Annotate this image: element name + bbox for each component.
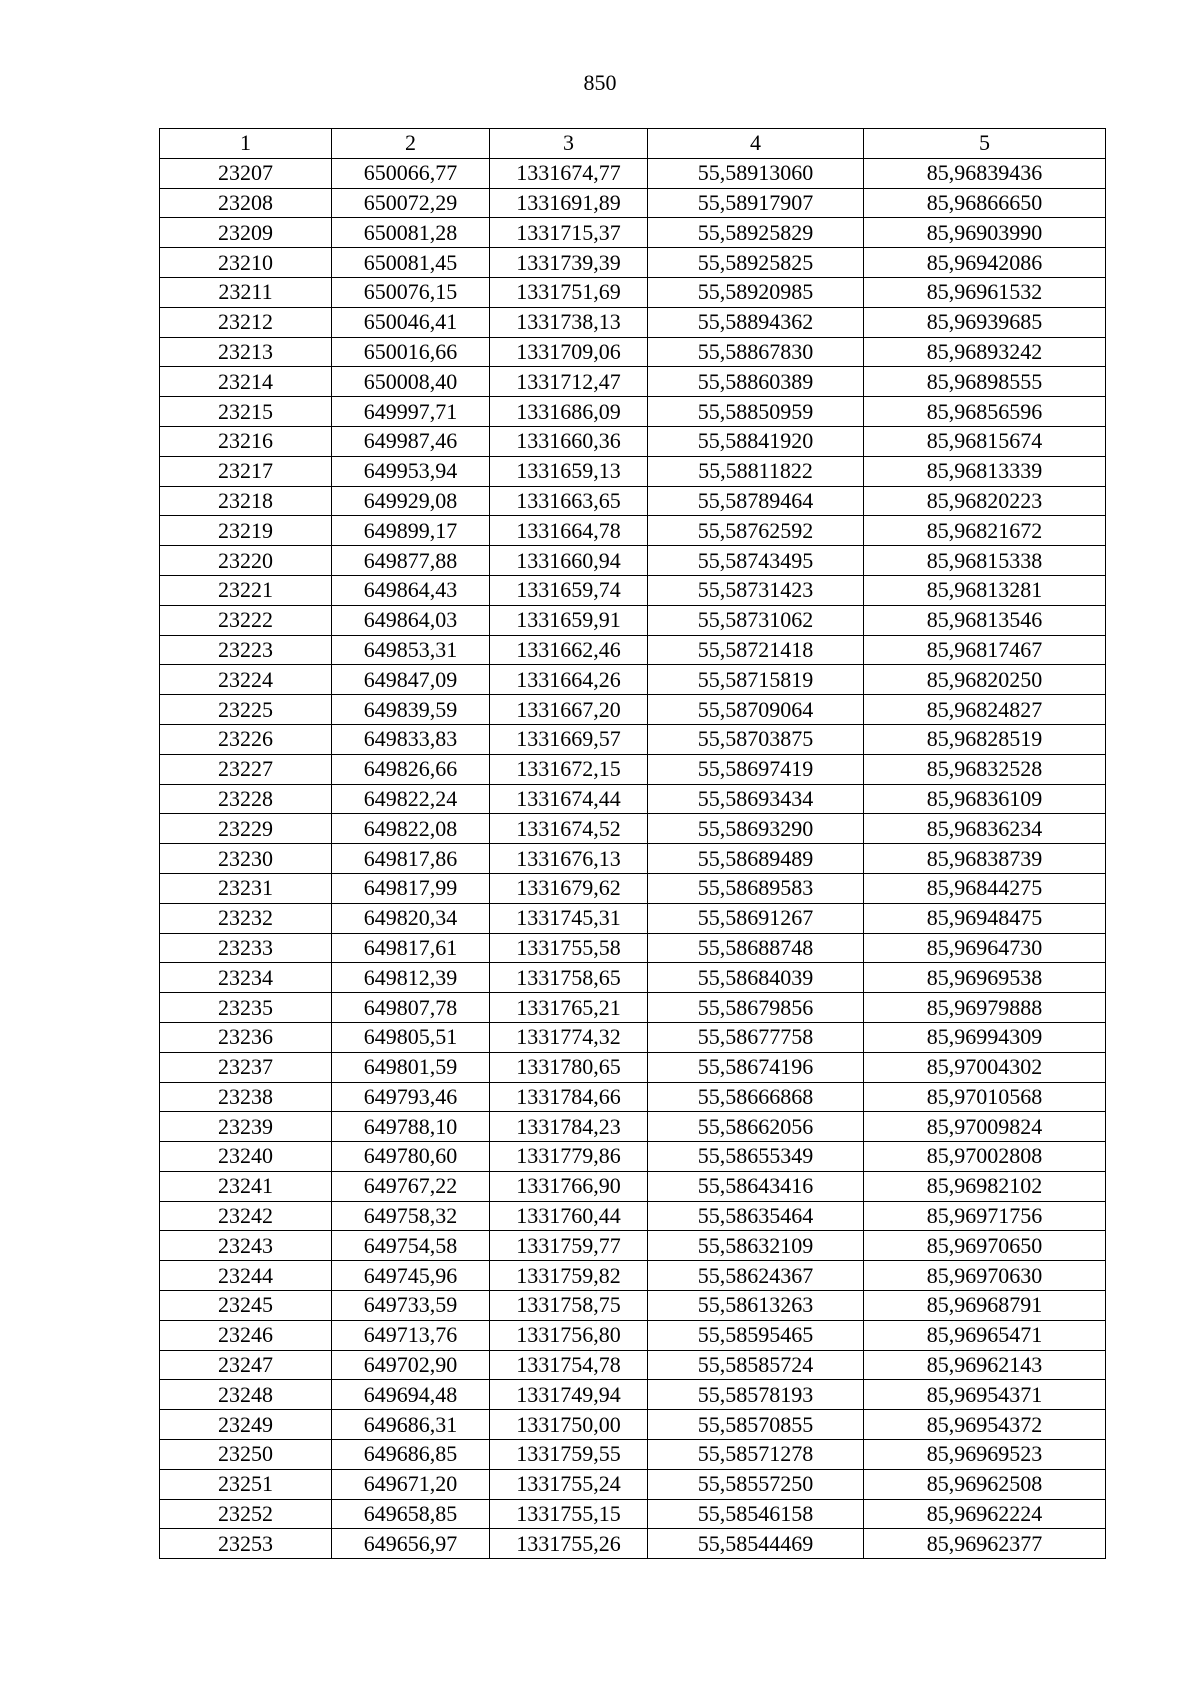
cell-point-number: 23224 <box>160 665 332 695</box>
cell-point-number: 23235 <box>160 993 332 1023</box>
cell-longitude: 85,96866650 <box>864 188 1106 218</box>
cell-x-coordinate: 649822,08 <box>332 814 490 844</box>
cell-y-coordinate: 1331686,09 <box>490 397 648 427</box>
cell-x-coordinate: 649877,88 <box>332 546 490 576</box>
cell-longitude: 85,96836109 <box>864 784 1106 814</box>
cell-latitude: 55,58841920 <box>648 426 864 456</box>
cell-x-coordinate: 649929,08 <box>332 486 490 516</box>
cell-longitude: 85,96828519 <box>864 724 1106 754</box>
cell-longitude: 85,96962143 <box>864 1350 1106 1380</box>
table-header <box>160 129 1106 159</box>
cell-point-number: 23218 <box>160 486 332 516</box>
cell-y-coordinate: 1331659,74 <box>490 575 648 605</box>
cell-y-coordinate: 1331750,00 <box>490 1410 648 1440</box>
table-row <box>160 873 1106 903</box>
cell-latitude: 55,58913060 <box>648 158 864 188</box>
cell-y-coordinate: 1331751,69 <box>490 277 648 307</box>
table-row <box>160 963 1106 993</box>
cell-x-coordinate: 650066,77 <box>332 158 490 188</box>
cell-y-coordinate: 1331674,52 <box>490 814 648 844</box>
cell-y-coordinate: 1331667,20 <box>490 695 648 725</box>
table-row <box>160 1499 1106 1529</box>
cell-x-coordinate: 649864,43 <box>332 575 490 605</box>
cell-latitude: 55,58578193 <box>648 1380 864 1410</box>
cell-y-coordinate: 1331674,44 <box>490 784 648 814</box>
cell-y-coordinate: 1331758,75 <box>490 1291 648 1321</box>
cell-point-number: 23213 <box>160 337 332 367</box>
column-header-3: 3 <box>490 129 648 159</box>
table-row <box>160 724 1106 754</box>
cell-latitude: 55,58688748 <box>648 933 864 963</box>
cell-point-number: 23226 <box>160 724 332 754</box>
table-row <box>160 844 1106 874</box>
cell-x-coordinate: 649817,61 <box>332 933 490 963</box>
cell-point-number: 23215 <box>160 397 332 427</box>
cell-y-coordinate: 1331774,32 <box>490 1022 648 1052</box>
cell-longitude: 85,96838739 <box>864 844 1106 874</box>
cell-latitude: 55,58544469 <box>648 1529 864 1559</box>
cell-point-number: 23238 <box>160 1082 332 1112</box>
table-row <box>160 1142 1106 1172</box>
table-row <box>160 456 1106 486</box>
table-row <box>160 754 1106 784</box>
cell-longitude: 85,96964730 <box>864 933 1106 963</box>
cell-y-coordinate: 1331766,90 <box>490 1171 648 1201</box>
cell-y-coordinate: 1331691,89 <box>490 188 648 218</box>
table-row <box>160 1082 1106 1112</box>
table-row <box>160 307 1106 337</box>
table-row <box>160 665 1106 695</box>
cell-point-number: 23252 <box>160 1499 332 1529</box>
table-row <box>160 695 1106 725</box>
cell-longitude: 85,96969523 <box>864 1440 1106 1470</box>
cell-latitude: 55,58850959 <box>648 397 864 427</box>
cell-latitude: 55,58697419 <box>648 754 864 784</box>
cell-y-coordinate: 1331739,39 <box>490 248 648 278</box>
cell-y-coordinate: 1331784,23 <box>490 1112 648 1142</box>
cell-x-coordinate: 649745,96 <box>332 1261 490 1291</box>
cell-longitude: 85,96965471 <box>864 1320 1106 1350</box>
cell-x-coordinate: 649987,46 <box>332 426 490 456</box>
cell-y-coordinate: 1331660,36 <box>490 426 648 456</box>
column-header-4: 4 <box>648 129 864 159</box>
cell-longitude: 85,96903990 <box>864 218 1106 248</box>
cell-x-coordinate: 650008,40 <box>332 367 490 397</box>
cell-x-coordinate: 649733,59 <box>332 1291 490 1321</box>
cell-x-coordinate: 649702,90 <box>332 1350 490 1380</box>
cell-y-coordinate: 1331759,77 <box>490 1231 648 1261</box>
cell-latitude: 55,58689489 <box>648 844 864 874</box>
cell-latitude: 55,58684039 <box>648 963 864 993</box>
cell-longitude: 85,96898555 <box>864 367 1106 397</box>
cell-latitude: 55,58635464 <box>648 1201 864 1231</box>
cell-latitude: 55,58679856 <box>648 993 864 1023</box>
cell-point-number: 23220 <box>160 546 332 576</box>
table-row <box>160 993 1106 1023</box>
cell-point-number: 23246 <box>160 1320 332 1350</box>
cell-point-number: 23244 <box>160 1261 332 1291</box>
cell-y-coordinate: 1331674,77 <box>490 158 648 188</box>
cell-x-coordinate: 649807,78 <box>332 993 490 1023</box>
table-row <box>160 635 1106 665</box>
cell-longitude: 85,96971756 <box>864 1201 1106 1231</box>
cell-point-number: 23245 <box>160 1291 332 1321</box>
cell-point-number: 23251 <box>160 1469 332 1499</box>
cell-point-number: 23210 <box>160 248 332 278</box>
cell-longitude: 85,96839436 <box>864 158 1106 188</box>
cell-point-number: 23236 <box>160 1022 332 1052</box>
table-row <box>160 903 1106 933</box>
table-row <box>160 1529 1106 1559</box>
cell-y-coordinate: 1331738,13 <box>490 307 648 337</box>
cell-longitude: 85,96815338 <box>864 546 1106 576</box>
cell-x-coordinate: 649899,17 <box>332 516 490 546</box>
table-row <box>160 933 1106 963</box>
cell-x-coordinate: 649853,31 <box>332 635 490 665</box>
cell-longitude: 85,96968791 <box>864 1291 1106 1321</box>
cell-point-number: 23249 <box>160 1410 332 1440</box>
cell-longitude: 85,96817467 <box>864 635 1106 665</box>
cell-y-coordinate: 1331784,66 <box>490 1082 648 1112</box>
table-row <box>160 1469 1106 1499</box>
cell-point-number: 23221 <box>160 575 332 605</box>
cell-latitude: 55,58789464 <box>648 486 864 516</box>
cell-x-coordinate: 650081,45 <box>332 248 490 278</box>
cell-longitude: 85,96815674 <box>864 426 1106 456</box>
cell-x-coordinate: 649767,22 <box>332 1171 490 1201</box>
cell-x-coordinate: 650016,66 <box>332 337 490 367</box>
cell-x-coordinate: 649694,48 <box>332 1380 490 1410</box>
cell-longitude: 85,96970630 <box>864 1261 1106 1291</box>
coordinates-table <box>159 128 1106 1559</box>
cell-latitude: 55,58715819 <box>648 665 864 695</box>
cell-point-number: 23222 <box>160 605 332 635</box>
cell-longitude: 85,97002808 <box>864 1142 1106 1172</box>
cell-latitude: 55,58762592 <box>648 516 864 546</box>
cell-latitude: 55,58571278 <box>648 1440 864 1470</box>
cell-x-coordinate: 649833,83 <box>332 724 490 754</box>
cell-point-number: 23242 <box>160 1201 332 1231</box>
table-row <box>160 1440 1106 1470</box>
cell-point-number: 23248 <box>160 1380 332 1410</box>
cell-latitude: 55,58643416 <box>648 1171 864 1201</box>
cell-x-coordinate: 649686,85 <box>332 1440 490 1470</box>
cell-latitude: 55,58920985 <box>648 277 864 307</box>
cell-point-number: 23243 <box>160 1231 332 1261</box>
cell-x-coordinate: 649754,58 <box>332 1231 490 1261</box>
cell-y-coordinate: 1331745,31 <box>490 903 648 933</box>
table-row <box>160 397 1106 427</box>
cell-x-coordinate: 649788,10 <box>332 1112 490 1142</box>
table-row <box>160 367 1106 397</box>
table-row <box>160 1171 1106 1201</box>
cell-longitude: 85,96994309 <box>864 1022 1106 1052</box>
table-row <box>160 1052 1106 1082</box>
cell-latitude: 55,58613263 <box>648 1291 864 1321</box>
cell-point-number: 23208 <box>160 188 332 218</box>
cell-x-coordinate: 649817,86 <box>332 844 490 874</box>
cell-latitude: 55,58595465 <box>648 1320 864 1350</box>
cell-x-coordinate: 649656,97 <box>332 1529 490 1559</box>
cell-y-coordinate: 1331765,21 <box>490 993 648 1023</box>
cell-latitude: 55,58624367 <box>648 1261 864 1291</box>
cell-point-number: 23239 <box>160 1112 332 1142</box>
cell-latitude: 55,58721418 <box>648 635 864 665</box>
cell-y-coordinate: 1331754,78 <box>490 1350 648 1380</box>
cell-longitude: 85,96856596 <box>864 397 1106 427</box>
cell-longitude: 85,96820223 <box>864 486 1106 516</box>
cell-y-coordinate: 1331780,65 <box>490 1052 648 1082</box>
cell-longitude: 85,96954372 <box>864 1410 1106 1440</box>
cell-longitude: 85,96969538 <box>864 963 1106 993</box>
cell-y-coordinate: 1331659,13 <box>490 456 648 486</box>
cell-x-coordinate: 649801,59 <box>332 1052 490 1082</box>
cell-y-coordinate: 1331709,06 <box>490 337 648 367</box>
cell-y-coordinate: 1331759,55 <box>490 1440 648 1470</box>
cell-point-number: 23233 <box>160 933 332 963</box>
cell-latitude: 55,58894362 <box>648 307 864 337</box>
cell-x-coordinate: 649864,03 <box>332 605 490 635</box>
cell-longitude: 85,96821672 <box>864 516 1106 546</box>
cell-longitude: 85,96970650 <box>864 1231 1106 1261</box>
cell-y-coordinate: 1331676,13 <box>490 844 648 874</box>
cell-latitude: 55,58693290 <box>648 814 864 844</box>
cell-point-number: 23253 <box>160 1529 332 1559</box>
cell-y-coordinate: 1331679,62 <box>490 873 648 903</box>
cell-longitude: 85,97009824 <box>864 1112 1106 1142</box>
cell-longitude: 85,96832528 <box>864 754 1106 784</box>
cell-y-coordinate: 1331755,24 <box>490 1469 648 1499</box>
table-row <box>160 426 1106 456</box>
cell-latitude: 55,58689583 <box>648 873 864 903</box>
cell-latitude: 55,58743495 <box>648 546 864 576</box>
cell-point-number: 23207 <box>160 158 332 188</box>
cell-longitude: 85,96948475 <box>864 903 1106 933</box>
cell-point-number: 23228 <box>160 784 332 814</box>
cell-x-coordinate: 649847,09 <box>332 665 490 695</box>
cell-x-coordinate: 649658,85 <box>332 1499 490 1529</box>
cell-latitude: 55,58867830 <box>648 337 864 367</box>
cell-x-coordinate: 649793,46 <box>332 1082 490 1112</box>
cell-longitude: 85,96820250 <box>864 665 1106 695</box>
table-row <box>160 1231 1106 1261</box>
cell-latitude: 55,58691267 <box>648 903 864 933</box>
cell-point-number: 23216 <box>160 426 332 456</box>
cell-y-coordinate: 1331715,37 <box>490 218 648 248</box>
cell-latitude: 55,58570855 <box>648 1410 864 1440</box>
cell-longitude: 85,96893242 <box>864 337 1106 367</box>
cell-x-coordinate: 649686,31 <box>332 1410 490 1440</box>
cell-point-number: 23232 <box>160 903 332 933</box>
cell-y-coordinate: 1331664,78 <box>490 516 648 546</box>
cell-y-coordinate: 1331749,94 <box>490 1380 648 1410</box>
column-header-2: 2 <box>332 129 490 159</box>
table-row <box>160 1380 1106 1410</box>
cell-latitude: 55,58693434 <box>648 784 864 814</box>
cell-point-number: 23240 <box>160 1142 332 1172</box>
table-row <box>160 575 1106 605</box>
cell-longitude: 85,96954371 <box>864 1380 1106 1410</box>
cell-point-number: 23209 <box>160 218 332 248</box>
cell-x-coordinate: 649758,32 <box>332 1201 490 1231</box>
cell-y-coordinate: 1331759,82 <box>490 1261 648 1291</box>
cell-point-number: 23247 <box>160 1350 332 1380</box>
cell-x-coordinate: 649713,76 <box>332 1320 490 1350</box>
table-row <box>160 516 1106 546</box>
table-row <box>160 1320 1106 1350</box>
table-row <box>160 277 1106 307</box>
cell-latitude: 55,58677758 <box>648 1022 864 1052</box>
page-number: 850 <box>583 70 617 95</box>
cell-latitude: 55,58709064 <box>648 695 864 725</box>
cell-x-coordinate: 649822,24 <box>332 784 490 814</box>
cell-x-coordinate: 649839,59 <box>332 695 490 725</box>
cell-longitude: 85,96836234 <box>864 814 1106 844</box>
cell-longitude: 85,96813546 <box>864 605 1106 635</box>
cell-y-coordinate: 1331663,65 <box>490 486 648 516</box>
cell-point-number: 23241 <box>160 1171 332 1201</box>
cell-longitude: 85,96962508 <box>864 1469 1106 1499</box>
cell-x-coordinate: 649780,60 <box>332 1142 490 1172</box>
table-row <box>160 486 1106 516</box>
cell-point-number: 23230 <box>160 844 332 874</box>
cell-x-coordinate: 650072,29 <box>332 188 490 218</box>
table-body <box>160 158 1106 1558</box>
table-row <box>160 1261 1106 1291</box>
cell-x-coordinate: 649997,71 <box>332 397 490 427</box>
cell-latitude: 55,58546158 <box>648 1499 864 1529</box>
cell-latitude: 55,58632109 <box>648 1231 864 1261</box>
cell-latitude: 55,58674196 <box>648 1052 864 1082</box>
cell-y-coordinate: 1331659,91 <box>490 605 648 635</box>
cell-longitude: 85,97004302 <box>864 1052 1106 1082</box>
cell-longitude: 85,96961532 <box>864 277 1106 307</box>
cell-latitude: 55,58731423 <box>648 575 864 605</box>
cell-latitude: 55,58860389 <box>648 367 864 397</box>
cell-x-coordinate: 649820,34 <box>332 903 490 933</box>
cell-point-number: 23214 <box>160 367 332 397</box>
table-row <box>160 784 1106 814</box>
cell-x-coordinate: 650081,28 <box>332 218 490 248</box>
table-row <box>160 218 1106 248</box>
cell-y-coordinate: 1331756,80 <box>490 1320 648 1350</box>
cell-y-coordinate: 1331758,65 <box>490 963 648 993</box>
cell-latitude: 55,58703875 <box>648 724 864 754</box>
cell-x-coordinate: 650046,41 <box>332 307 490 337</box>
cell-point-number: 23250 <box>160 1440 332 1470</box>
table-row <box>160 605 1106 635</box>
cell-longitude: 85,96813339 <box>864 456 1106 486</box>
cell-longitude: 85,97010568 <box>864 1082 1106 1112</box>
table-row <box>160 1410 1106 1440</box>
cell-point-number: 23231 <box>160 873 332 903</box>
cell-y-coordinate: 1331662,46 <box>490 635 648 665</box>
cell-longitude: 85,96942086 <box>864 248 1106 278</box>
cell-point-number: 23217 <box>160 456 332 486</box>
cell-point-number: 23227 <box>160 754 332 784</box>
cell-point-number: 23212 <box>160 307 332 337</box>
table-row <box>160 1112 1106 1142</box>
cell-y-coordinate: 1331664,26 <box>490 665 648 695</box>
column-header-5: 5 <box>864 129 1106 159</box>
cell-point-number: 23234 <box>160 963 332 993</box>
cell-y-coordinate: 1331672,15 <box>490 754 648 784</box>
cell-y-coordinate: 1331760,44 <box>490 1201 648 1231</box>
cell-point-number: 23223 <box>160 635 332 665</box>
table-row <box>160 1022 1106 1052</box>
cell-longitude: 85,96939685 <box>864 307 1106 337</box>
cell-y-coordinate: 1331755,26 <box>490 1529 648 1559</box>
cell-x-coordinate: 649953,94 <box>332 456 490 486</box>
cell-latitude: 55,58655349 <box>648 1142 864 1172</box>
cell-point-number: 23219 <box>160 516 332 546</box>
cell-y-coordinate: 1331779,86 <box>490 1142 648 1172</box>
cell-longitude: 85,96962377 <box>864 1529 1106 1559</box>
cell-latitude: 55,58811822 <box>648 456 864 486</box>
cell-x-coordinate: 649671,20 <box>332 1469 490 1499</box>
cell-longitude: 85,96962224 <box>864 1499 1106 1529</box>
table-row <box>160 546 1106 576</box>
cell-point-number: 23237 <box>160 1052 332 1082</box>
cell-y-coordinate: 1331669,57 <box>490 724 648 754</box>
cell-longitude: 85,96813281 <box>864 575 1106 605</box>
cell-longitude: 85,96982102 <box>864 1171 1106 1201</box>
table-row <box>160 337 1106 367</box>
cell-latitude: 55,58731062 <box>648 605 864 635</box>
cell-latitude: 55,58557250 <box>648 1469 864 1499</box>
column-header-1: 1 <box>160 129 332 159</box>
cell-latitude: 55,58662056 <box>648 1112 864 1142</box>
cell-longitude: 85,96844275 <box>864 873 1106 903</box>
cell-y-coordinate: 1331755,15 <box>490 1499 648 1529</box>
cell-point-number: 23211 <box>160 277 332 307</box>
cell-latitude: 55,58917907 <box>648 188 864 218</box>
cell-longitude: 85,96979888 <box>864 993 1106 1023</box>
header-row <box>160 129 1106 159</box>
cell-latitude: 55,58925829 <box>648 218 864 248</box>
cell-x-coordinate: 649826,66 <box>332 754 490 784</box>
cell-x-coordinate: 649817,99 <box>332 873 490 903</box>
cell-x-coordinate: 649812,39 <box>332 963 490 993</box>
cell-y-coordinate: 1331660,94 <box>490 546 648 576</box>
cell-point-number: 23229 <box>160 814 332 844</box>
table-row <box>160 1350 1106 1380</box>
cell-point-number: 23225 <box>160 695 332 725</box>
cell-x-coordinate: 649805,51 <box>332 1022 490 1052</box>
table-row <box>160 1201 1106 1231</box>
table-row <box>160 1291 1106 1321</box>
cell-latitude: 55,58666868 <box>648 1082 864 1112</box>
table-row <box>160 188 1106 218</box>
cell-latitude: 55,58585724 <box>648 1350 864 1380</box>
cell-x-coordinate: 650076,15 <box>332 277 490 307</box>
cell-latitude: 55,58925825 <box>648 248 864 278</box>
cell-y-coordinate: 1331755,58 <box>490 933 648 963</box>
cell-y-coordinate: 1331712,47 <box>490 367 648 397</box>
cell-longitude: 85,96824827 <box>864 695 1106 725</box>
table-row <box>160 158 1106 188</box>
table-row <box>160 814 1106 844</box>
table-row <box>160 248 1106 278</box>
